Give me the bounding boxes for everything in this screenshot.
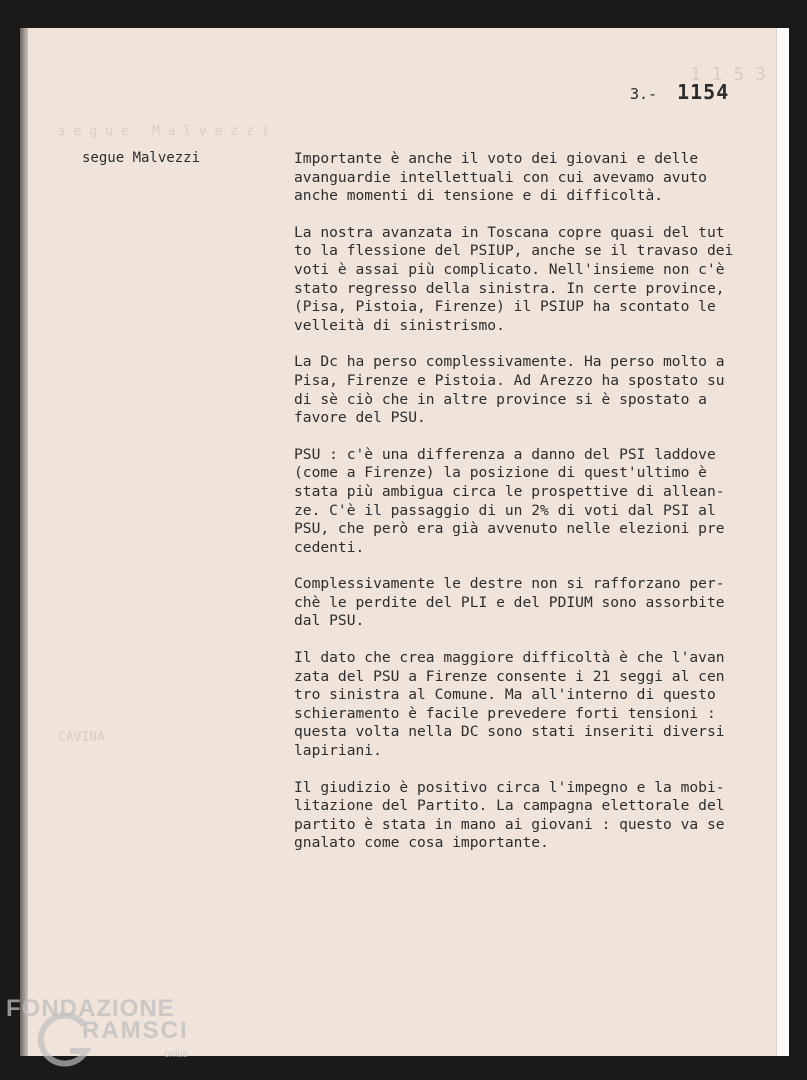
page-prefix: 3.- [630,85,658,103]
side-label: segue Malvezzi [82,150,201,166]
paragraph: La nostra avanzata in Toscana copre quasi del tut to la flessione del PSIUP, anche se il travaso dei voti è assai più complicato. Nell'insieme non c'è stato regresso della sinistra. In certe province, (Pisa, Pistoia, Firenze) il PSIUP ha scontato le velleità di sinistrismo. [294,223,734,334]
page-right-edge [776,28,789,1056]
page-number [630,80,729,104]
paragraph: Complessivamente le destre non si rafforzano per- chè le perdite del PLI e del PDIUM sono assorbite dal PSU. [294,575,725,630]
watermark-line1: FONDAZIONE [6,995,175,1022]
page-left-edge [20,28,28,1056]
paragraph: Il dato che crea maggiore difficoltà è che l'avan zata del PSU a Firenze consente i 21 seggi al cen tro sinistra al Comune. Ma all'interno di questo schieramento è facile prevedere forti tensioni : questa volta nella DC sono stati inseriti diversi lapiriani. [294,649,725,760]
watermark-logo [6,995,206,1075]
paragraph: Il giudizio è positivo circa l'impegno e la mobi- litazione del Partito. La campagna elettorale del partito è stata in mano ai giovani : questo va se gnalato come cosa importante. [294,778,725,852]
body-text [294,150,766,871]
bleed-through-decoration: s e g u e M a l v e z z i [58,124,270,139]
watermark-line2: RAMSCI [82,1017,189,1044]
margin-note: CAVINA [58,730,105,745]
watermark-line3: onlus [164,1049,188,1060]
paragraph: Importante è anche il voto dei giovani e delle avanguardie intellettuali con cui avevamo avuto anche momenti di tensione e di difficoltà. [294,150,707,205]
bleed-through-decoration: 1 1 5 3 [690,64,766,85]
page-number-value: 1154 [677,80,730,104]
paragraph: La Dc ha perso complessivamente. Ha perso molto a Pisa, Firenze e Pistoia. Ad Arezzo ha spostato su di sè ciò che in altre province si è spostato a favore del PSU. [294,353,725,427]
paragraph: PSU : c'è una differenza a danno del PSI laddove (come a Firenze) la posizione di quest'ultimo è stata più ambigua circa le prospettive di allean- ze. C'è il passaggio di un 2% di voti dal PSI al PSU, che però era già avvenuto nelle elezioni pre cedenti. [294,445,725,556]
